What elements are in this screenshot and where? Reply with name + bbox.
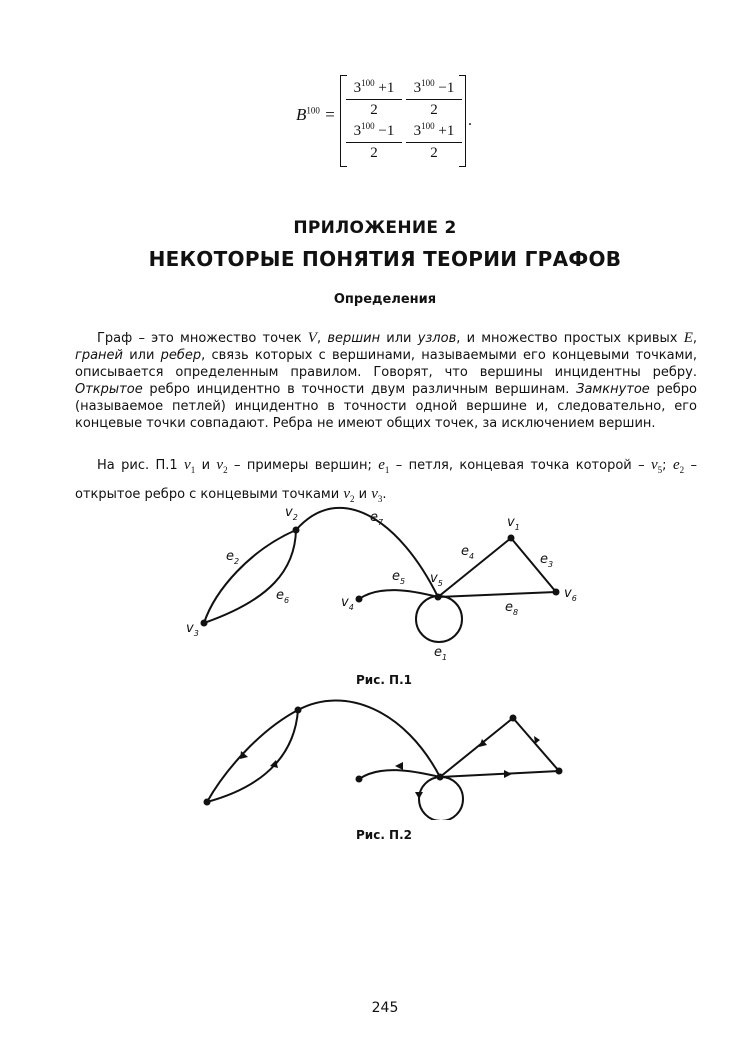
vertex-v2: [293, 527, 300, 534]
page-number: 245: [371, 1000, 399, 1016]
arrow-head: [395, 762, 403, 770]
matrix-cell-21: $3^{100} -1$ 2: [346, 121, 402, 162]
figure-graph-2: [0, 695, 750, 820]
edge-e4: [438, 538, 511, 597]
label-e2: $e_2$: [226, 549, 240, 566]
edge-e7: [296, 508, 438, 597]
vertex: [356, 776, 363, 783]
directed-edge-4: [359, 770, 440, 779]
example-paragraph: На рис. П.1 $v_1$ и $v_2$ – примеры вершин; $e_1$ – петля, концевая точка которой – $v_5$; $e_2$ – открытое ребро с концевыми точками $v_2$ и $v_3$.: [75, 457, 698, 504]
label-e7: $e_7$: [370, 510, 384, 527]
figure2-caption: Рис. П.2: [356, 828, 413, 842]
label-v1: $v_1$: [507, 515, 520, 532]
directed-edge-3: [207, 710, 298, 802]
label-e5: $e_5$: [392, 569, 406, 586]
matrix-cell-12: $3^{100} -1$ 2: [406, 78, 462, 119]
label-e3: $e_3$: [540, 552, 554, 569]
label-e6: $e_6$: [276, 588, 290, 605]
arrow-head: [534, 736, 540, 744]
matrix-cell-22: $3^{100} +1$ 2: [406, 121, 462, 162]
label-v3: $v_3$: [186, 621, 199, 638]
arrow-head: [504, 770, 512, 778]
definition-paragraph: Граф – это множество точек V, вершин или узлов, и множество простых кривых E, граней или ребер, связь которых с вершинами, называемыми его концевыми точками, описывается определенным правилом. Говорят, что вершины инцидентны ребру. Открытое ребро инцидентно в точности двум различным вершинам. Замкнутое ребро (называемое петлей) инцидентно в точности одной вершине и, следовательно, его концевые точки совпадают. Ребра не имеют общих точек, за исключением вершин.: [75, 330, 698, 431]
edge-e6: [204, 530, 296, 623]
vertex-v4: [356, 596, 363, 603]
directed-edge-1: [298, 700, 440, 777]
vertex-v5: [435, 594, 442, 601]
directed-edge-2: [207, 710, 298, 802]
vertex: [556, 768, 563, 775]
vertex: [437, 774, 444, 781]
edge-e1-loop: [416, 596, 462, 642]
vertex: [204, 799, 211, 806]
directed-edge-5: [440, 718, 513, 777]
label-e1: $e_1$: [434, 645, 448, 662]
label-v4: $v_4$: [341, 595, 354, 612]
label-v5: $v_5$: [430, 571, 443, 588]
label-e4: $e_4$: [461, 544, 475, 561]
vertex-v6: [553, 589, 560, 596]
vertex: [295, 707, 302, 714]
chapter-title: НЕКОТОРЫЕ ПОНЯТИЯ ТЕОРИИ ГРАФОВ: [148, 247, 622, 271]
figure1-caption: Рис. П.1: [356, 673, 413, 687]
matrix-period: .: [468, 112, 472, 129]
label-v6: $v_6$: [564, 586, 577, 603]
edge-e5: [359, 590, 438, 599]
figure-graph-1: [0, 500, 750, 670]
label-e8: $e_8$: [505, 600, 519, 617]
directed-loop: [419, 777, 463, 820]
label-v2: $v_2$: [285, 505, 298, 522]
directed-edge-7: [440, 771, 559, 777]
edge-e8: [438, 592, 556, 597]
vertex: [510, 715, 517, 722]
directed-edge-6: [513, 718, 559, 771]
section-title: Определения: [333, 292, 437, 307]
vertex-v1: [508, 535, 515, 542]
vertex-v3: [201, 620, 208, 627]
arrow-head: [270, 760, 278, 768]
matrix-cell-11: $3^{100} +1$ 2: [346, 78, 402, 119]
edge-e2: [204, 530, 296, 623]
arrow-head: [415, 792, 423, 799]
matrix-lhs: $B^{100}$ =: [296, 105, 336, 124]
appendix-title: ПРИЛОЖЕНИЕ 2: [293, 218, 457, 238]
